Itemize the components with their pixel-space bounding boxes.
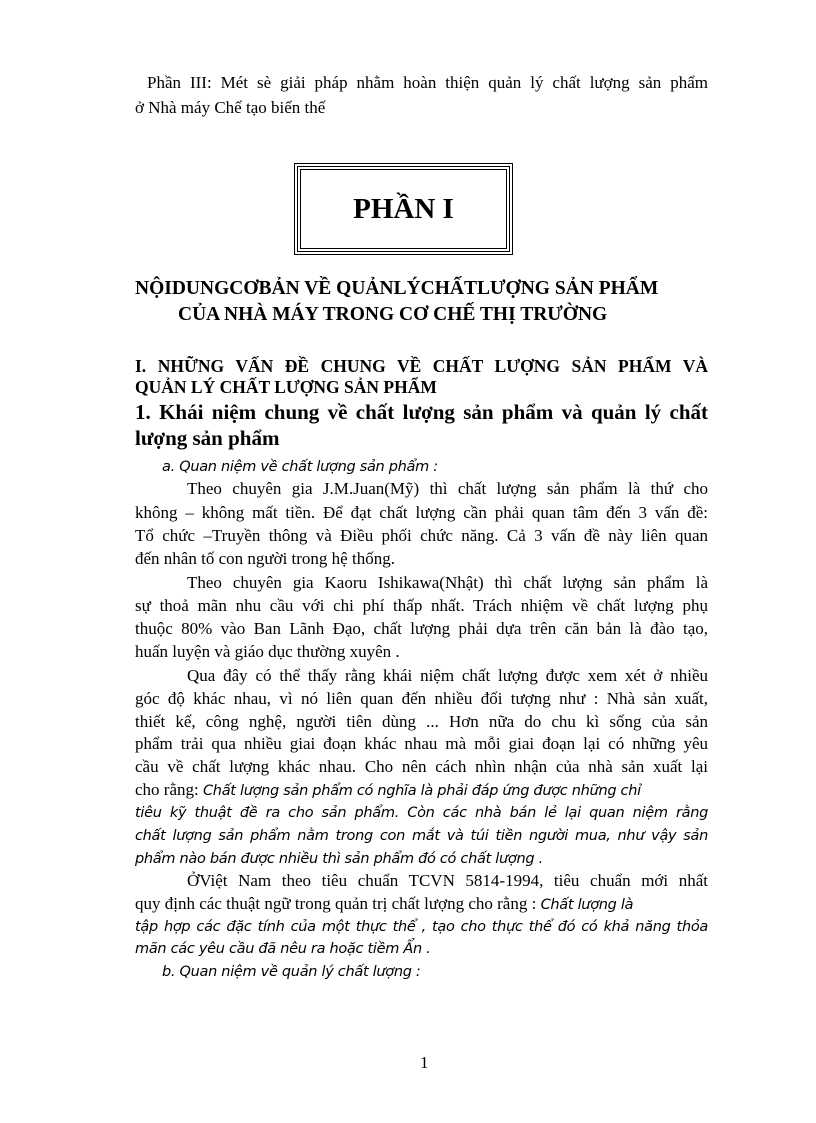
para2-line: Theo chuyên gia Kaoru Ishikawa(Nhật) thì chất lượng sản phẩm là [187, 573, 708, 592]
para3-line: Qua đây có thể thấy rằng khái niệm chất lượng được xem xét ở nhiều [187, 666, 708, 685]
para4-text: quy định các thuật ngữ trong quản trị chất lượng cho rằng : [135, 894, 541, 913]
section-heading-1-line-1: 1. Khái niệm chung về chất lượng sản phẩm và quản lý chất [135, 400, 708, 424]
subheading-b: b. Quan niệm về quản lý chất lượng : [162, 964, 421, 980]
para3-line [135, 779, 708, 802]
para3-text: cho rằng: [135, 780, 203, 799]
para3-line: phẩm nào bán được nhiều thì sản phẩm đó có chất lượng . [135, 851, 543, 867]
part-label: PHẦN I [353, 192, 454, 225]
para1-line: Tổ chức –Truyền thông và Điều phối chức năng. Cả 3 vấn đề này liên quan [135, 526, 708, 545]
para3-line: tiêu kỹ thuật đề ra cho sản phẩm. Còn các nhà bán lẻ lại quan niệm rằng [135, 805, 708, 821]
para1-line: không – không mất tiền. Để đạt chất lượng cần phải quan tâm đến 3 vấn đề: [135, 503, 708, 522]
para3-line: cầu về chất lượng khác nhau. Cho nên cách nhìn nhận của nhà sản xuất lại [135, 757, 708, 776]
intro-line-1: Phần III: Mét sè giải pháp nhằm hoàn thiện quản lý chất lượng sản phẩm [147, 73, 708, 92]
para3-line: phẩm trải qua nhiều giai đoạn khác nhau mà mỗi giai đoạn lại có những yêu [135, 734, 708, 753]
subheading-a: a. Quan niệm về chất lượng sản phẩm : [162, 459, 438, 475]
para1-line: Theo chuyên gia J.M.Juan(Mỹ) thì chất lượng sản phẩm là thứ cho [187, 479, 708, 498]
part-title-line-1: NỘIDUNGCƠBẢN VỀ QUẢNLÝCHẤTLƯỢNG SẢN PHẨM [135, 278, 659, 299]
para4-quote: Chất lượng là [540, 897, 634, 913]
section-heading-I-line-1: I. NHỮNG VẤN ĐỀ CHUNG VỀ CHẤT LƯỢNG SẢN PHẨM VÀ [135, 356, 708, 376]
para2-line: sự thoả mãn nhu cầu với chi phí thấp nhất. Trách nhiệm về chất lượng phụ [135, 596, 708, 615]
para4-line [135, 893, 708, 916]
para4-line: ỞViệt Nam theo tiêu chuẩn TCVN 5814-1994, tiêu chuẩn mới nhất [187, 871, 708, 890]
section-heading-1-line-2: lượng sản phẩm [135, 426, 280, 450]
para2-line: thuộc 80% vào Ban Lãnh Đạo, chất lượng phải dựa trên căn bản là đào tạo, [135, 619, 708, 638]
para2-line: huấn luyện và giáo dục thường xuyên . [135, 642, 400, 661]
para3-line: chất lượng sản phẩm nằm trong con mắt và túi tiền người mua, như vậy sản [135, 828, 708, 844]
intro-line-2: ở Nhà máy Chế tạo biến thế [135, 98, 326, 117]
page-number: 1 [420, 1053, 429, 1072]
part-title-box [297, 166, 510, 252]
para4-line: tập hợp các đặc tính của một thực thể , tạo cho thực thể đó có khả năng thỏa [135, 919, 708, 935]
section-heading-I-line-2: QUẢN LÝ CHẤT LƯỢNG SẢN PHẨM [135, 377, 437, 397]
para1-line: đến nhân tố con người trong hệ thống. [135, 549, 395, 568]
part-title-line-2: CỦA NHÀ MÁY TRONG CƠ CHẾ THỊ TRƯỜNG [178, 304, 608, 325]
para3-line: thiết kế, công nghệ, người tiên dùng ... Hơn nữa do chu kì sống của sản [135, 712, 708, 731]
para3-line: góc độ khác nhau, vì nó liên quan đến nhiều đối tượng như : Nhà sản xuất, [135, 689, 708, 708]
para4-line: mãn các yêu cầu đã nêu ra hoặc tiềm Ẩn . [135, 941, 431, 957]
para3-quote: Chất lượng sản phẩm có nghĩa là phải đáp ứng được những chỉ [202, 783, 641, 799]
